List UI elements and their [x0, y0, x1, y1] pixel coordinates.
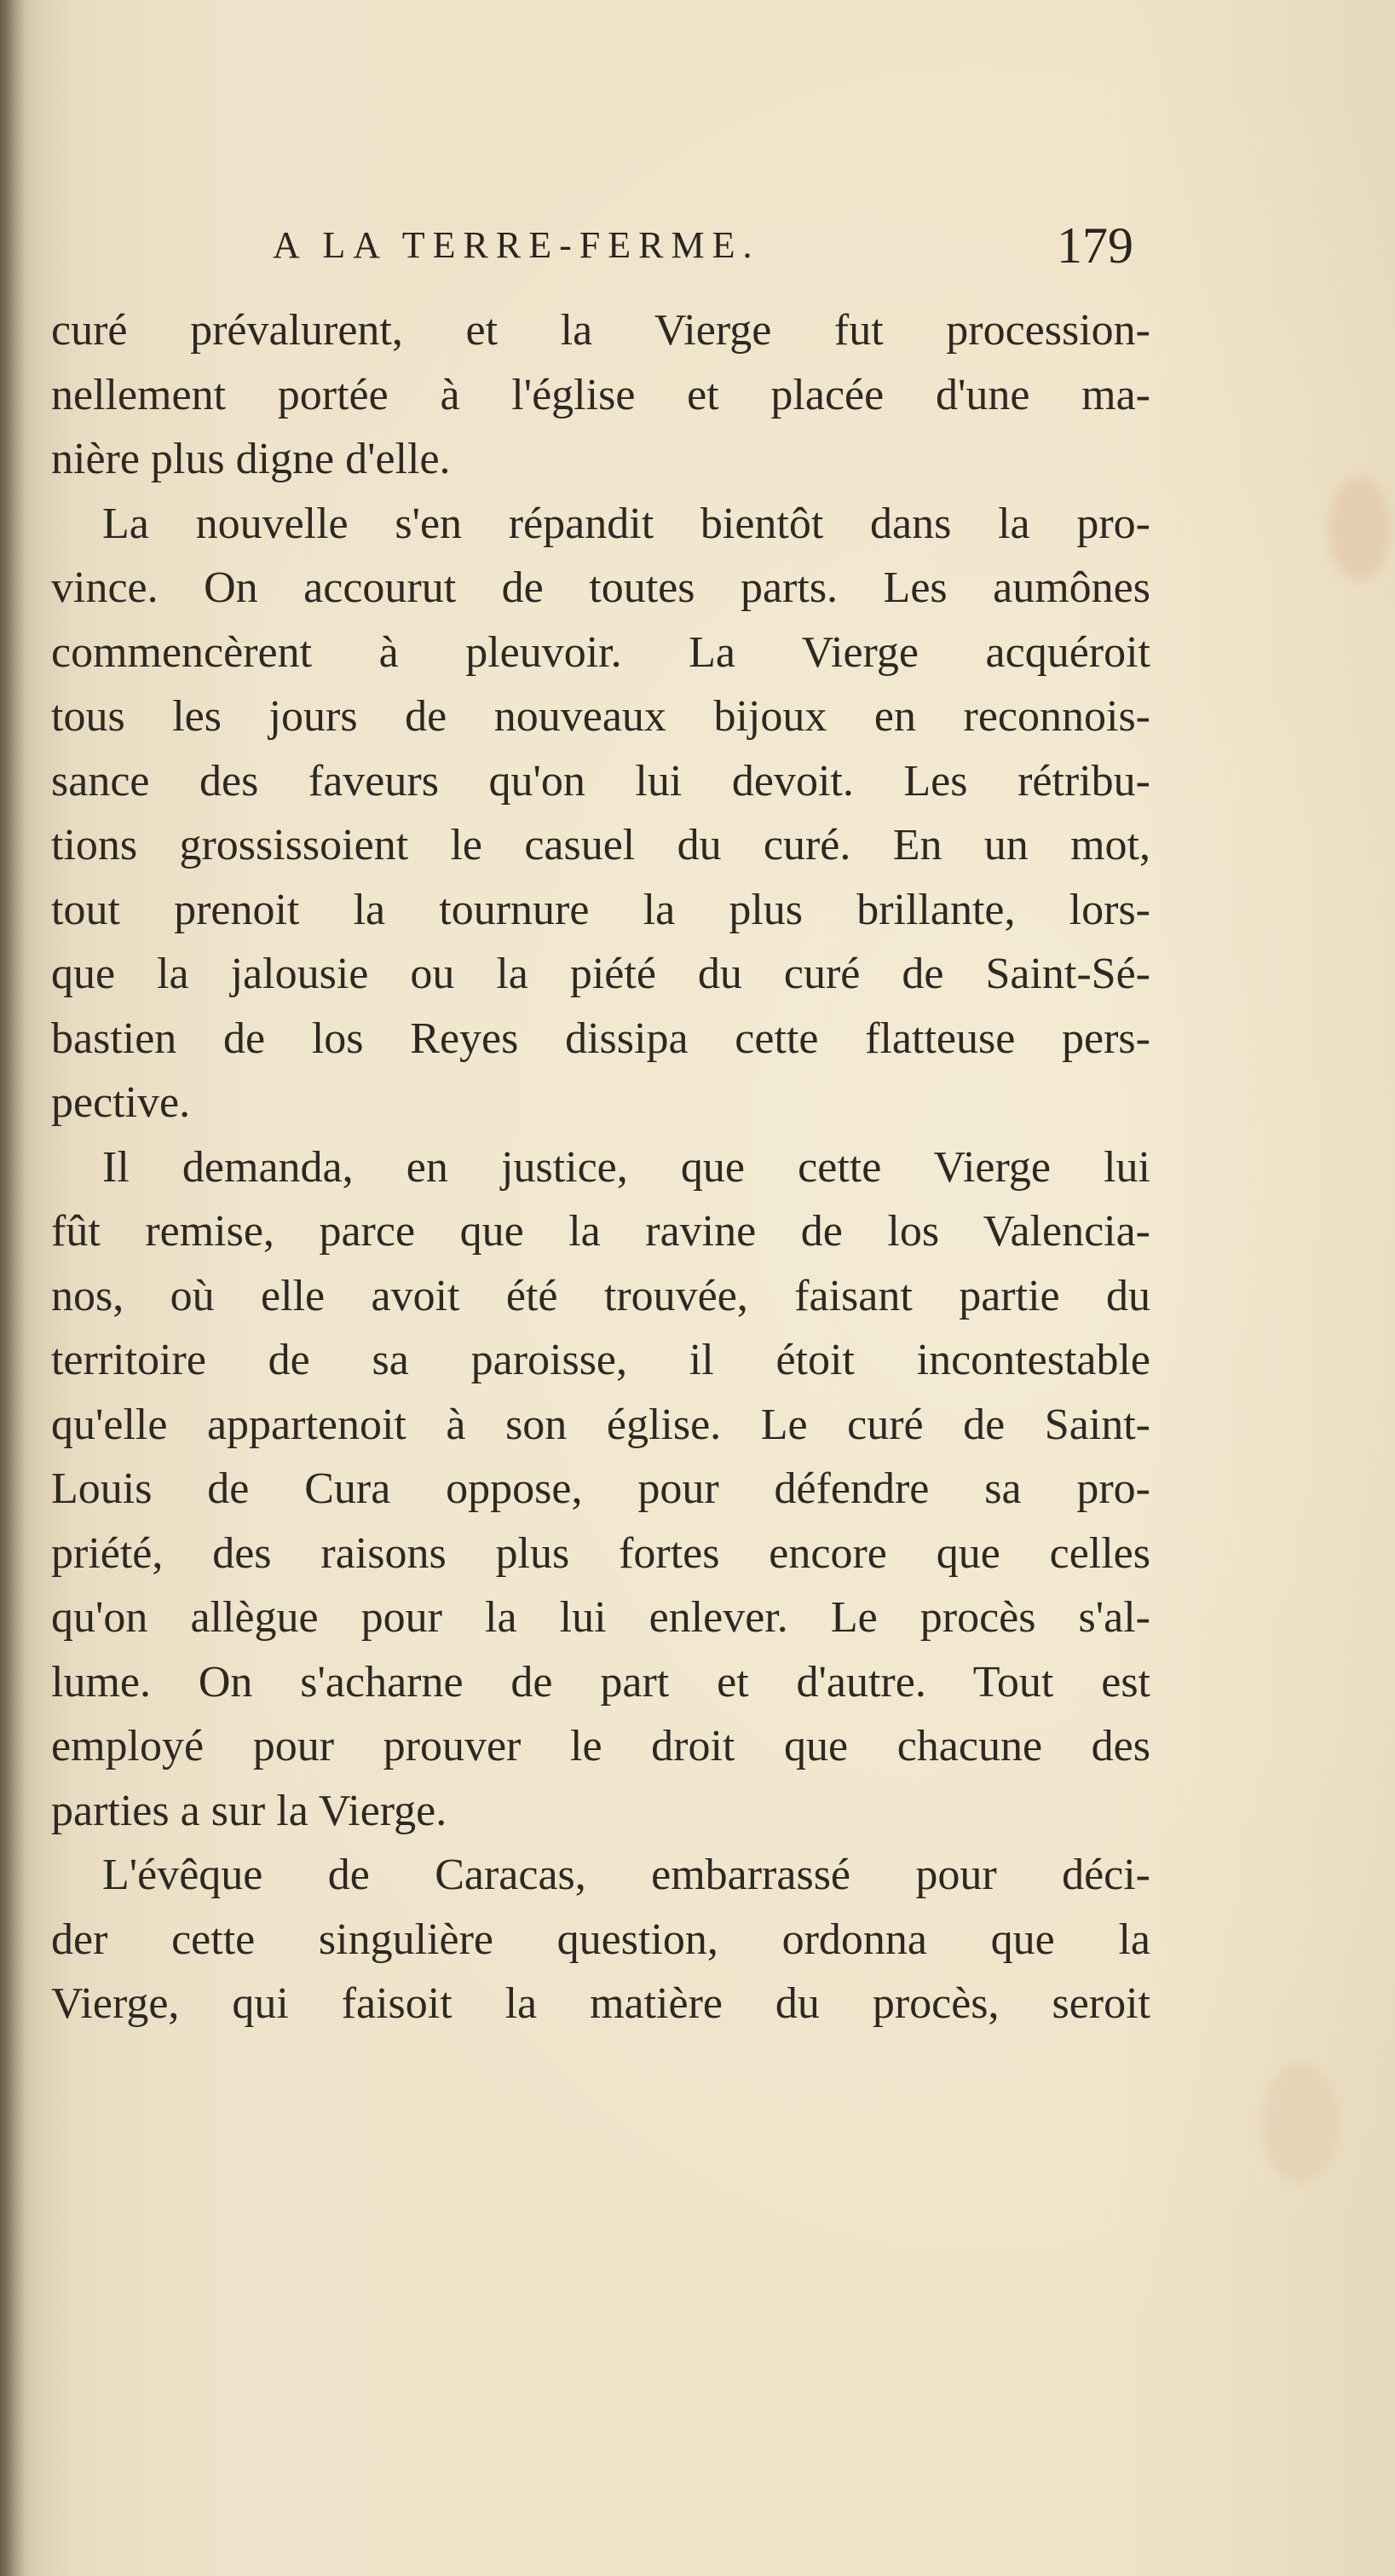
text-line: pective. — [51, 1078, 191, 1127]
page-number: 179 — [1057, 217, 1133, 274]
paragraph-start-line: La nouvelle s'en répandit bientôt dans la pro- — [102, 499, 1150, 548]
text-line: nière plus digne d'elle. — [51, 435, 451, 483]
text-line: sance des faveurs qu'on lui devoit. Les rétribu- — [51, 756, 1150, 806]
text-line: qu'elle appartenoit à son église. Le curé de Saint- — [51, 1400, 1150, 1449]
text-line: curé prévalurent, et la Vierge fut procession- — [51, 306, 1150, 355]
binding-shadow — [0, 0, 26, 2576]
paper-stain — [1329, 477, 1389, 580]
paragraph-start-line: L'évêque de Caracas, embarrassé pour déci- — [102, 1851, 1150, 1899]
text-line: parties a sur la Vierge. — [51, 1786, 447, 1835]
text-line: nellement portée à l'église et placée d'une ma- — [51, 370, 1150, 419]
text-line: fût remise, parce que la ravine de los Valencia- — [51, 1207, 1150, 1256]
text-line: territoire de sa paroisse, il étoit incontestable — [51, 1336, 1150, 1384]
paper-stain — [1261, 2063, 1338, 2182]
text-line: lume. On s'acharne de part et d'autre. Tout est — [51, 1657, 1150, 1707]
text-line: tout prenoit la tournure la plus brillante, lors- — [51, 885, 1150, 934]
running-head: A LA TERRE-FERME. — [273, 224, 760, 266]
text-line: Vierge, qui faisoit la matière du procès, seroit — [51, 1979, 1150, 2028]
body-text — [51, 298, 1150, 2036]
text-line: qu'on allègue pour la lui enlever. Le procès s'al- — [51, 1593, 1150, 1642]
text-line: tous les jours de nouveaux bijoux en reconnois- — [51, 692, 1150, 741]
text-line: que la jalousie ou la piété du curé de Saint-Sé- — [51, 950, 1150, 998]
text-line: employé pour prouver le droit que chacune des — [51, 1722, 1150, 1770]
text-line: der cette singulière question, ordonna que la — [51, 1915, 1150, 1964]
text-line: vince. On accourut de toutes parts. Les aumônes — [51, 563, 1150, 612]
page-header — [273, 217, 1133, 283]
text-line: bastien de los Reyes dissipa cette flatteuse pers- — [51, 1014, 1150, 1063]
text-line: nos, où elle avoit été trouvée, faisant partie du — [51, 1271, 1150, 1320]
text-line: commencèrent à pleuvoir. La Vierge acquéroit — [51, 627, 1150, 677]
paragraph-start-line: Il demanda, en justice, que cette Vierge lui — [102, 1142, 1150, 1192]
text-line: Louis de Cura oppose, pour défendre sa pro- — [51, 1464, 1150, 1513]
text-line: priété, des raisons plus fortes encore que celles — [51, 1528, 1150, 1578]
text-line: tions grossissoient le casuel du curé. En un mot, — [51, 821, 1150, 869]
